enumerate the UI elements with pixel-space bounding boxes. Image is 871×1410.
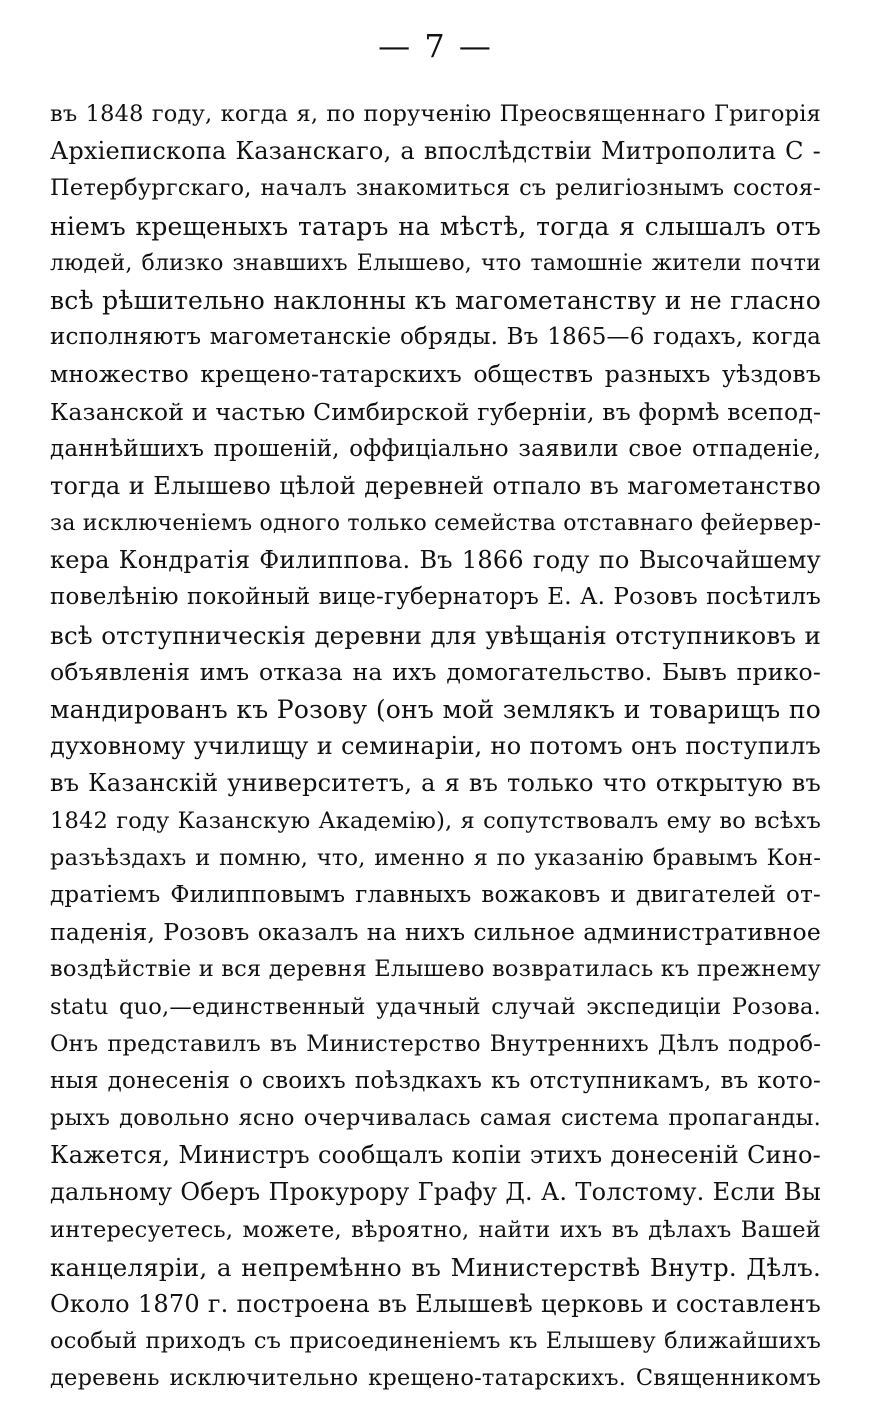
text-line: особый приходъ съ присоединеніемъ къ Елышеву ближайшихъ xyxy=(50,1328,821,1355)
text-line: кера Кондратія Филиппова. Въ 1866 году по Высочайшему xyxy=(50,546,821,575)
body-text xyxy=(50,96,821,1398)
text-line: всѣ отступническія деревни для увѣщанія отступниковъ и xyxy=(50,620,821,650)
text-line: ніемъ крещеныхъ татаръ на мѣстѣ, тогда я слышалъ отъ xyxy=(50,211,821,241)
text-line: Петербургскаго, началъ знакомиться съ религіознымъ состоя- xyxy=(50,175,821,202)
text-line: въ 1848 году, когда я, по порученію Преосвященнаго Григорія xyxy=(50,101,821,127)
text-line: за исключеніемъ одного только семейства отставнаго фейервер- xyxy=(50,511,821,537)
text-line: Онъ представилъ въ Министерство Внутреннихъ Дѣлъ подроб- xyxy=(50,1030,821,1057)
page-number: — 7 — xyxy=(378,27,493,65)
text-line: дальному Оберъ Прокурору Графу Д. А. Толстому. Если Вы xyxy=(50,1178,821,1207)
text-line: Казанской и частью Симбирской губерніи, въ формѣ всепод- xyxy=(50,397,821,426)
text-line: людей, близко знавшихъ Елышево, что тамошніе жители почти xyxy=(50,250,821,276)
text-line: интересуетесь, можете, вѣроятно, найти ихъ въ дѣлахъ Вашей xyxy=(50,1216,821,1243)
text-line: Около 1870 г. построена въ Елышевѣ церковь и составленъ xyxy=(50,1290,821,1318)
text-line: повелѣнію покойный вице-губернаторъ Е. А. Розовъ посѣтилъ xyxy=(50,584,821,611)
text-line: въ Казанскій университетъ, а я въ только что открытую въ xyxy=(50,769,821,798)
text-line: рыхъ довольно ясно очерчивалась самая система пропаганды. xyxy=(50,1105,821,1132)
text-line: множество крещено-татарскихъ обществъ разныхъ уѣздовъ xyxy=(50,360,821,389)
text-line: воздѣйствіе и вся деревня Елышево возвратилась къ прежнему xyxy=(50,956,821,983)
text-line: исполняютъ магометанскіе обряды. Въ 1865—6 годахъ, когда xyxy=(50,324,821,351)
text-line: деревень исключительно крещено-татарскихъ. Священникомъ xyxy=(50,1365,821,1392)
text-line: даннѣйшихъ прошеній, оффиціально заявили свое отпаденіе, xyxy=(50,435,821,462)
text-line: объявленія имъ отказа на ихъ домогательство. Бывъ прико- xyxy=(50,657,821,686)
text-line: дратіемъ Филипповымъ главныхъ вожаковъ и двигателей от- xyxy=(50,881,821,908)
text-line: мандированъ къ Розову (онъ мой землякъ и товарищъ по xyxy=(50,695,821,724)
text-line: Кажется, Министръ сообщалъ копіи этихъ донесеній Сино- xyxy=(50,1141,821,1170)
text-line: разъѣздахъ и помню, что, именно я по указанію бравымъ Кон- xyxy=(50,844,821,871)
text-line: паденія, Розовъ оказалъ на нихъ сильное административное xyxy=(50,918,821,947)
text-line: ныя донесенія о своихъ поѣздкахъ къ отступникамъ, въ кото- xyxy=(50,1067,821,1094)
text-line: духовному училищу и семинаріи, но потомъ онъ поступилъ xyxy=(50,732,821,761)
text-line: канцеляріи, а непремѣнно въ Министерствѣ Внутр. Дѣлъ. xyxy=(50,1252,821,1282)
text-line: Архіепископа Казанскаго, а впослѣдствіи Митрополита С - xyxy=(50,137,821,166)
text-line: 1842 году Казанскую Академію), я сопутствовалъ ему во всѣхъ xyxy=(50,807,821,834)
text-line: statu quo,—единственный удачный случай экспедиціи Розова. xyxy=(50,993,821,1020)
text-line: тогда и Елышево цѣлой деревней отпало въ магометанство xyxy=(50,471,821,500)
text-line: всѣ рѣшительно наклонны къ магометанству и не гласно xyxy=(50,285,821,315)
